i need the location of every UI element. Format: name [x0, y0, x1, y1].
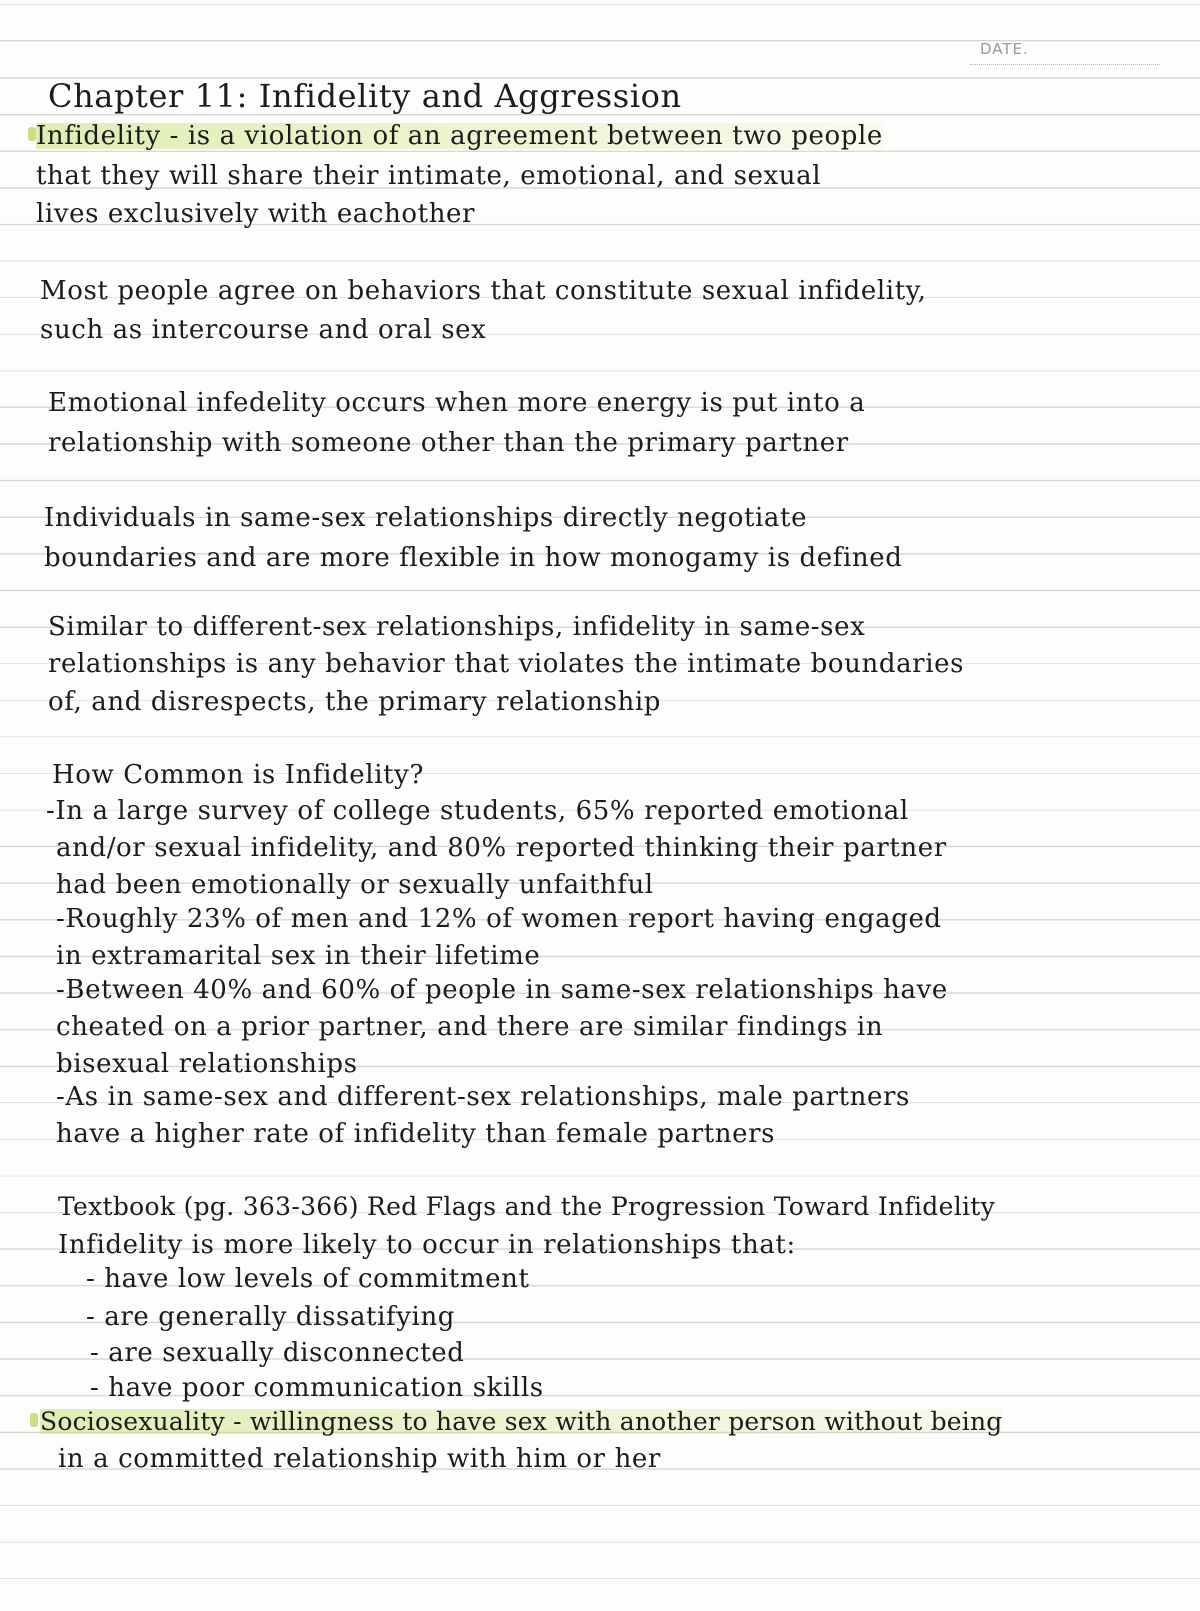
note-line: and/or sexual infidelity, and 80% reported thinking their partner — [56, 833, 947, 863]
note-line: -Between 40% and 60% of people in same-sex relationships have — [56, 975, 948, 1005]
list-item: - are sexually disconnected — [90, 1338, 465, 1368]
note-line: -In a large survey of college students, 65% reported emotional — [46, 796, 909, 826]
note-line: such as intercourse and oral sex — [40, 315, 487, 345]
note-line: -Roughly 23% of men and 12% of women report having engaged — [56, 904, 942, 934]
note-line: Most people agree on behaviors that constitute sexual infidelity, — [40, 276, 927, 306]
note-line: of, and disrespects, the primary relationship — [48, 687, 662, 717]
note-line: had been emotionally or sexually unfaithful — [56, 870, 654, 900]
note-line: in extramarital sex in their lifetime — [56, 941, 541, 971]
note-line: Emotional infedelity occurs when more energy is put into a — [48, 388, 866, 418]
note-line: Infidelity - is a violation of an agreement between two people — [36, 121, 883, 151]
note-line: Sociosexuality - willingness to have sex with another person without being — [40, 1407, 1003, 1436]
note-line: have a higher rate of infidelity than female partners — [56, 1119, 776, 1149]
note-line: Similar to different-sex relationships, infidelity in same-sex — [48, 612, 866, 642]
note-line: boundaries and are more flexible in how monogamy is defined — [44, 543, 903, 573]
list-item: - are generally dissatifying — [86, 1302, 456, 1332]
note-line: Infidelity is more likely to occur in relationships that: — [58, 1230, 796, 1260]
highlight-mark — [28, 127, 36, 141]
section-heading: How Common is Infidelity? — [52, 760, 424, 790]
note-line: bisexual relationships — [56, 1049, 358, 1079]
note-line: relationships is any behavior that violates the intimate boundaries — [48, 649, 965, 679]
note-line: -As in same-sex and different-sex relationships, male partners — [56, 1082, 910, 1112]
list-item: - have low levels of commitment — [86, 1264, 530, 1294]
section-heading: Textbook (pg. 363-366) Red Flags and the Progression Toward Infidelity — [58, 1192, 996, 1221]
list-item: - have poor communication skills — [90, 1373, 544, 1403]
date-underline — [970, 64, 1160, 65]
date-label: DATE. — [980, 40, 1029, 58]
note-line: that they will share their intimate, emotional, and sexual — [36, 161, 822, 191]
chapter-title: Chapter 11: Infidelity and Aggression — [48, 77, 682, 115]
note-line: in a committed relationship with him or her — [58, 1444, 661, 1474]
highlight-mark — [30, 1413, 38, 1427]
note-line: relationship with someone other than the primary partner — [48, 428, 849, 458]
note-line: cheated on a prior partner, and there are similar findings in — [56, 1012, 884, 1042]
note-line: Individuals in same-sex relationships directly negotiate — [44, 503, 808, 533]
note-line: lives exclusively with eachother — [36, 199, 476, 229]
